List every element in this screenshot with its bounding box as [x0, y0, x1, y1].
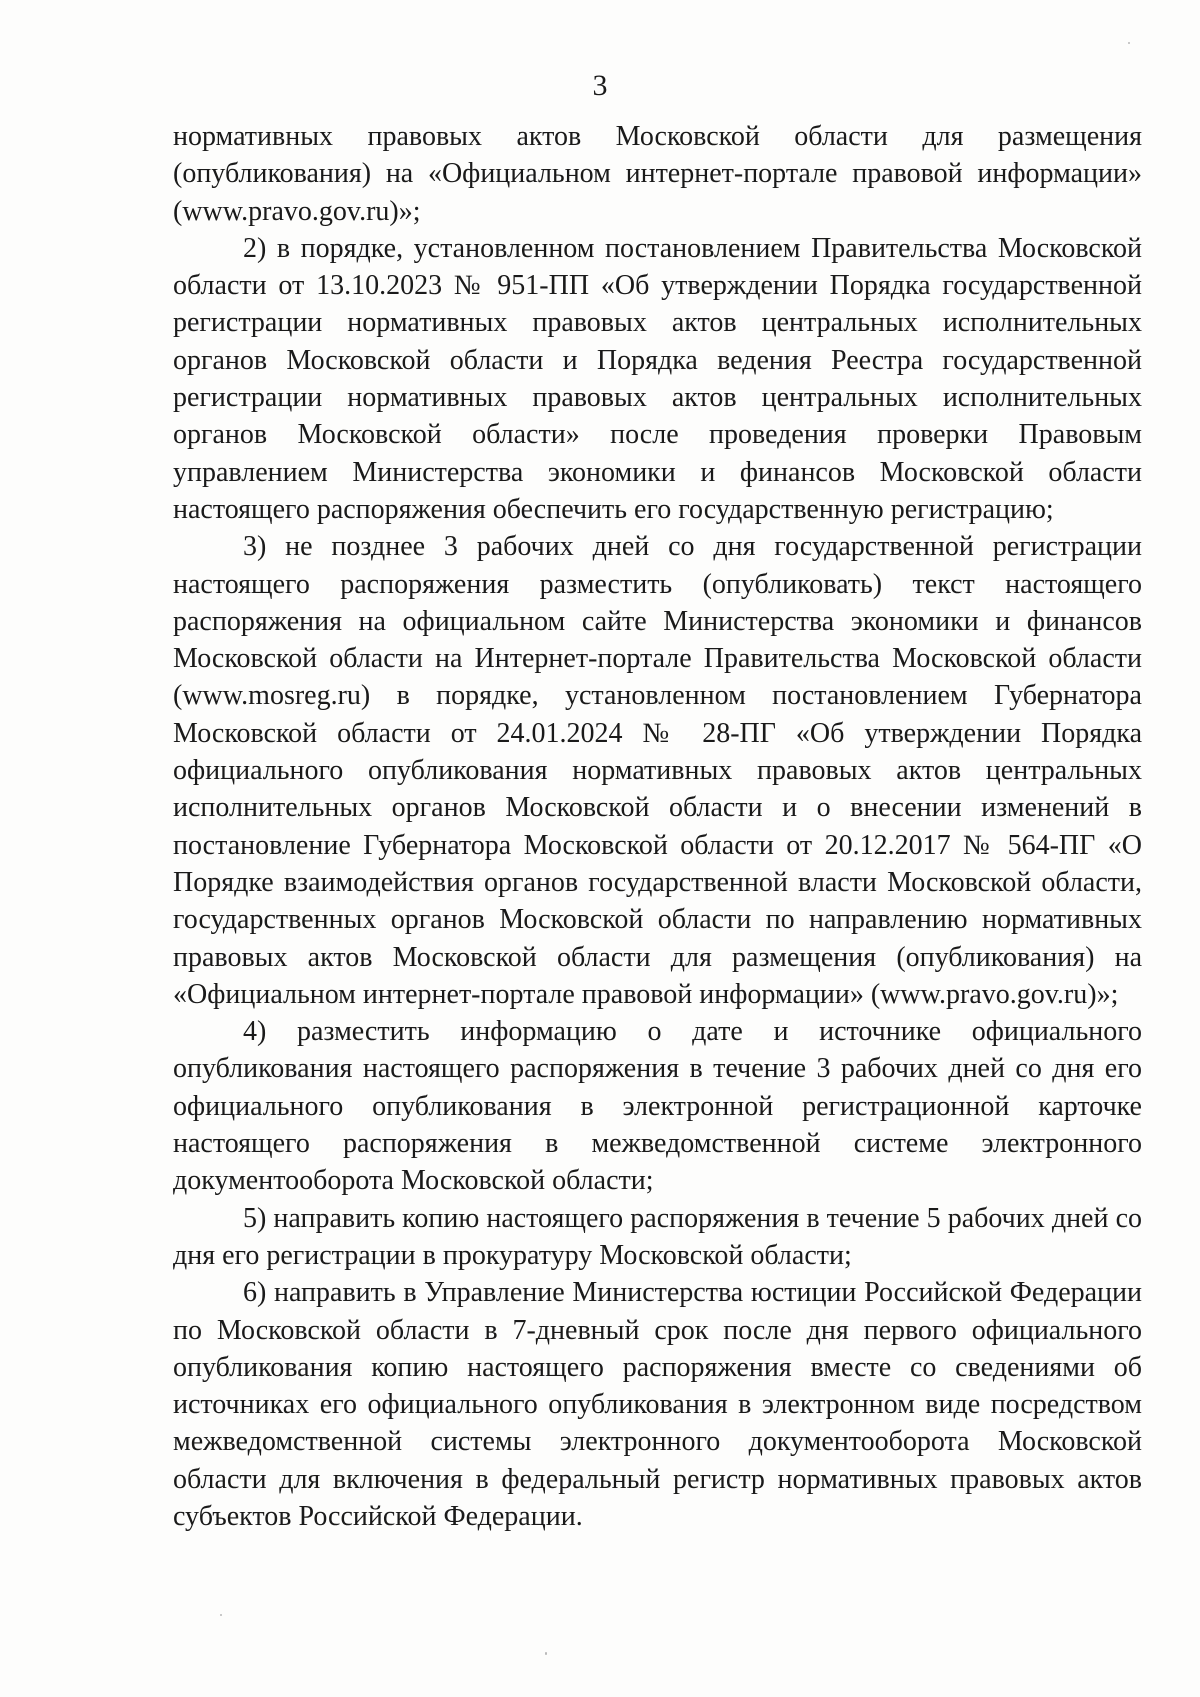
- paragraph-item-3: 3) не позднее 3 рабочих дней со дня государственной регистрации настоящего распоряжения разместить (опубликовать) текст настоящего распоряжения на официальном сайте Министерства экономики и финансов Московской области на Интернет-портале Правительства Московской области (www.mosreg.ru) в порядке, установленном постановлением Губернатора Московской области от 24.01.2024 № 28-ПГ «Об утверждении Порядка официального опубликования нормативных правовых актов центральных исполнительных органов Московской области и о внесении изменений в постановление Губернатора Московской области от 20.12.2017 № 564-ПГ «О Порядке взаимодействия органов государственной власти Московской области, государственных органов Московской области по направлению нормативных правовых актов Московской области для размещения (опубликования) на «Официальном интернет-портале правовой информации» (www.pravo.gov.ru)»;: [173, 531, 1142, 1010]
- page-number: 3: [592, 69, 608, 102]
- document-body: [173, 118, 1142, 1535]
- paragraph-item-6: 6) направить в Управление Министерства юстиции Российской Федерации по Московской области в 7-дневный срок после дня первого официального опубликования копию настоящего распоряжения вместе со сведениями об источниках его официального опубликования в электронном виде посредством межведомственной системы электронного документооборота Московской области для включения в федеральный регистр нормативных правовых актов субъектов Российской Федерации.: [173, 1277, 1142, 1532]
- paragraph-item-2: 2) в порядке, установленном постановлением Правительства Московской области от 13.10.2023 № 951-ПП «Об утверждении Порядка государственной регистрации нормативных правовых актов центральных исполнительных органов Московской области и Порядка ведения Реестра государственной регистрации нормативных правовых актов центральных исполнительных органов Московской области» после проведения проверки Правовым управлением Министерства экономики и финансов Московской области настоящего распоряжения обеспечить его государственную регистрацию;: [173, 232, 1142, 525]
- scan-speck: [1128, 42, 1130, 44]
- scan-speck: [545, 1652, 547, 1655]
- scan-speck: [220, 1614, 222, 1616]
- paragraph-item-5: 5) направить копию настоящего распоряжения в течение 5 рабочих дней со дня его регистрации в прокуратуру Московской области;: [173, 1202, 1142, 1271]
- paragraph-continuation: нормативных правовых актов Московской области для размещения (опубликования) на «Официальном интернет-портале правовой информации» (www.pravo.gov.ru)»;: [173, 121, 1142, 227]
- paragraph-item-4: 4) разместить информацию о дате и источнике официального опубликования настоящего распоряжения в течение 3 рабочих дней со дня его официального опубликования в электронной регистрационной карточке настоящего распоряжения в межведомственной системе электронного документооборота Московской области;: [173, 1016, 1142, 1197]
